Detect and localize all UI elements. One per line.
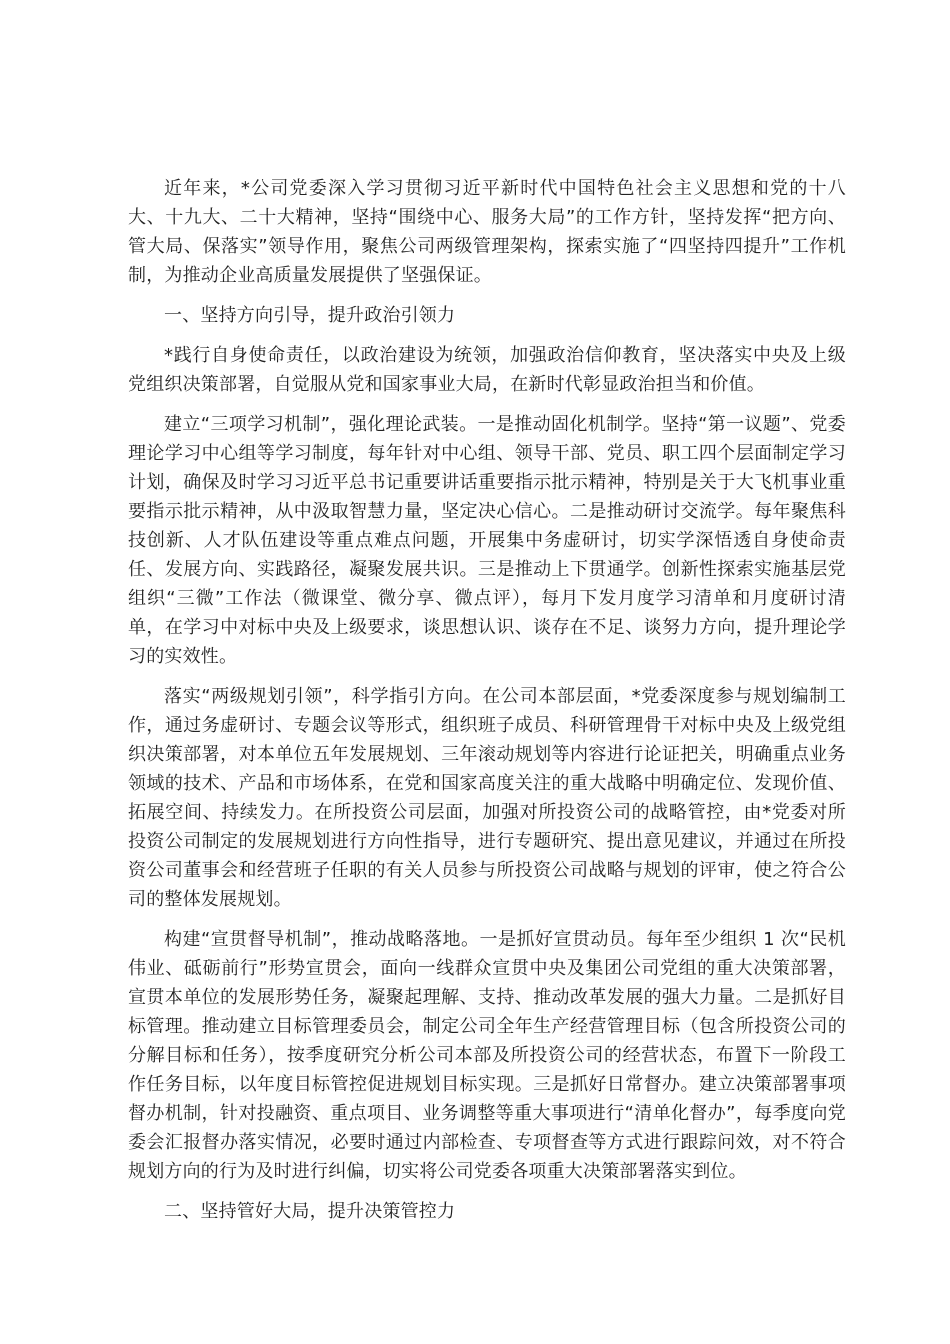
section-1-intro-paragraph: *践行自身使命责任，以政治建设为统领，加强政治信仰教育，坚决落实中央及上级党组织决策部署，自觉服从党和国家事业大局，在新时代彰显政治担当和价值。 bbox=[128, 345, 846, 395]
section-heading-1: 一、坚持方向引导，提升政治引领力 bbox=[164, 305, 456, 326]
section-heading-2: 二、坚持管好大局，提升决策管控力 bbox=[164, 1201, 456, 1222]
planning-guidance-paragraph: 落实“两级规划引领”，科学指引方向。在公司本部层面，*党委深度参与规划编制工作，通过务虚研讨、专题会议等形式，组织班子成员、科研管理骨干对标中央及上级党组织决策部署，对本单位五年发展规划、三年滚动规划等内容进行论证把关，明确重点业务领域的技术、产品和市场体系，在党和国家高度关注的重大战略中明确定位、发现价值、拓展空间、持续发力。在所投资公司层面，加强对所投资公司的战略管控，由*党委对所投资公司制定的发展规划进行方向性指导，进行专题研究、提出意见建议，并通过在所投资公司董事会和经营班子任职的有关人员参与所投资公司战略与规划的评审，使之符合公司的整体发展规划。 bbox=[128, 686, 846, 910]
supervision-mechanism-paragraph: 构建“宣贯督导机制”，推动战略落地。一是抓好宣贯动员。每年至少组织 1 次“民机伟业、砥砺前行”形势宣贯会，面向一线群众宣贯中央及集团公司党组的重大决策部署，宣贯本单位的发展形势任务，凝聚起理解、支持、推动改革发展的强大力量。二是抓好目标管理。推动建立目标管理委员会，制定公司全年生产经营管理目标（包含所投资公司的分解目标和任务），按季度研究分析公司本部及所投资公司的经营状态，布置下一阶段工作任务目标，以年度目标管控促进规划目标实现。三是抓好日常督办。建立决策部署事项督办机制，针对投融资、重点项目、业务调整等重大事项进行“清单化督办”，每季度向党委会汇报督办落实情况，必要时通过内部检查、专项督查等方式进行跟踪问效，对不符合规划方向的行为及时进行纠偏，切实将公司党委各项重大决策部署落实到位。 bbox=[128, 929, 846, 1182]
document-body bbox=[128, 174, 846, 1237]
study-mechanism-paragraph: 建立“三项学习机制”，强化理论武装。一是推动固化机制学。坚持“第一议题”、党委理论学习中心组等学习制度，每年针对中心组、领导干部、党员、职工四个层面制定学习计划，确保及时学习习近平总书记重要讲话重要指示批示精神，特别是关于大飞机事业重要指示批示精神，从中汲取智慧力量，坚定决心信心。二是推动研讨交流学。每年聚焦科技创新、人才队伍建设等重点难点问题，开展集中务虚研讨，切实学深悟透自身使命责任、发展方向、实践路径，凝聚发展共识。三是推动上下贯通学。创新性探索实施基层党组织“三微”工作法（微课堂、微分享、微点评），每月下发月度学习清单和月度研讨清单，在学习中对标中央及上级要求，谈思想认识、谈存在不足、谈努力方向，提升理论学习的实效性。 bbox=[128, 414, 846, 667]
intro-paragraph: 近年来，*公司党委深入学习贯彻习近平新时代中国特色社会主义思想和党的十八大、十九大、二十大精神，坚持“围绕中心、服务大局”的工作方针，坚持发挥“把方向、管大局、保落实”领导作用，聚焦公司两级管理架构，探索实施了“四坚持四提升”工作机制，为推动企业高质量发展提供了坚强保证。 bbox=[128, 178, 846, 286]
